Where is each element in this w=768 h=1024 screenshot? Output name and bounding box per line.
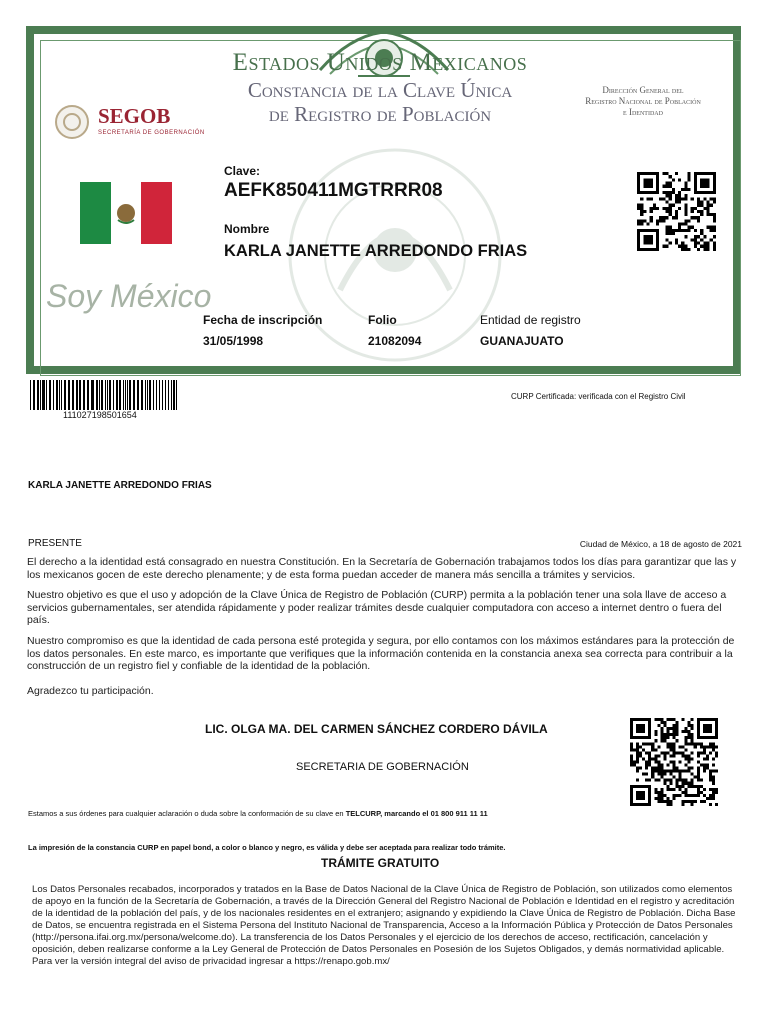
paragraph-4: Agradezco tu participación. [27, 685, 154, 697]
folio-value: 21082094 [368, 334, 422, 348]
contact-line [28, 809, 488, 818]
entidad-value: GUANAJUATO [480, 334, 564, 348]
qr-code-icon [630, 718, 718, 806]
segob-logo-subtext: SECRETARÍA DE GOBERNACIÓN [98, 130, 205, 136]
fecha-label: Fecha de inscripción [203, 313, 323, 327]
certified-note: CURP Certificada: verificada con el Registro Civil [511, 392, 686, 401]
nombre-label: Nombre [224, 222, 270, 236]
contact-text: Estamos a sus órdenes para cualquier aclaración o duda sobre la conformación de su clave en [28, 809, 346, 818]
qr-code-icon [637, 172, 716, 251]
free-procedure: TRÁMITE GRATUITO [321, 856, 440, 870]
soy-mexico-slogan: Soy México [46, 278, 212, 314]
agency-line1: Dirección General del [602, 85, 684, 95]
paragraph-3: Nuestro compromiso es que la identidad de cada persona esté protegida y segura, por ello contamos con los máximos estándares para la protección de los datos personales. En este marco, es importante que verifiques que la información contenida en la constancia anexa sea correcta para contribuir a la construcción de un registro fiel y confiable de la identidad de la población. [27, 635, 735, 672]
segob-logo-text: SEGOB [98, 104, 171, 128]
entidad-label: Entidad de registro [480, 313, 581, 327]
document-title-line1: Constancia de la Clave Única [247, 78, 513, 102]
fecha-value: 31/05/1998 [203, 334, 264, 348]
agency-line3: e Identidad [623, 107, 663, 117]
place-date: Ciudad de México, a 18 de agosto de 2021 [579, 539, 742, 549]
segob-seal-icon [54, 104, 90, 140]
contact-phone: TELCURP, marcando el 01 800 911 11 11 [345, 809, 488, 818]
paragraph-2: Nuestro objetivo es que el uso y adopción de la Clave Única de Registro de Población (CURP) permita a la población tener una sola llave de acceso a servicios gubernamentales, ser atendida rápidamente y poder realizar trámites desde cualquier computadora con acceso a internet dentro o fuera del país. [27, 589, 727, 626]
validity-note: La impresión de la constancia CURP en papel bond, a color o blanco y negro, es válida y debe ser aceptada para realizar todo trámite. [28, 843, 506, 852]
recipient-name: KARLA JANETTE ARREDONDO FRIAS [28, 480, 212, 491]
privacy-notice: Los Datos Personales recabados, incorporados y tratados en la Base de Datos Nacional de la Clave Única de Registro de Población, son utilizados como elementos de apoyo en la función de la Secretaría de Gobernación, a través de la Dirección General del Registro Nacional de Población e Identidad en el registro y acreditación de la identidad de la población del país, y de los nacionales residentes en el extranjero; asignando y expidiendo la Clave Única de Registro de Población. Dicha Base de Datos, se encuentra registrada en el Sistema Persona del Instituto Nacional de Transparencia, Acceso a la Información Pública y Protección de Datos Personales (http://persona.ifai.org.mx/persona/welcome.do). La transferencia de los Datos Personales y el ejercicio de los derechos de acceso, rectificación, cancelación y oposición, deben realizarse conforme a la Ley General de Protección de Datos Personales en Posesión de los Sujetos Obligados, y demás normatividad aplicable. Para ver la versión integral del aviso de privacidad ingresar a https://renapo.gob.mx/ [32, 884, 736, 967]
clave-label: Clave: [224, 164, 261, 178]
signer-name: LIC. OLGA MA. DEL CARMEN SÁNCHEZ CORDERO DÁVILA [205, 722, 548, 736]
country-title: Estados Unidos Mexicanos [232, 49, 528, 76]
presente-label: PRESENTE [28, 538, 82, 549]
agency-line2: Registro Nacional de Población [585, 96, 701, 106]
signer-title: SECRETARIA DE GOBERNACIÓN [296, 761, 469, 773]
curp-value: AEFK850411MGTRRR08 [224, 180, 443, 201]
document-title-line2: de Registro de Población [268, 102, 492, 126]
mexico-flag-icon [80, 182, 172, 244]
barcode-number: 111027198501654 [63, 410, 137, 420]
folio-label: Folio [368, 313, 397, 327]
paragraph-1: El derecho a la identidad está consagrado en nuestra Constitución. En la Secretaría de Gobernación trabajamos todos los días para garantizar que las y los mexicanos gocen de este derecho plenamente; y de esta forma puedan acceder de manera más sencilla a trámites y servicios. [27, 556, 737, 581]
barcode-icon [30, 380, 180, 410]
name-value: KARLA JANETTE ARREDONDO FRIAS [224, 242, 528, 260]
